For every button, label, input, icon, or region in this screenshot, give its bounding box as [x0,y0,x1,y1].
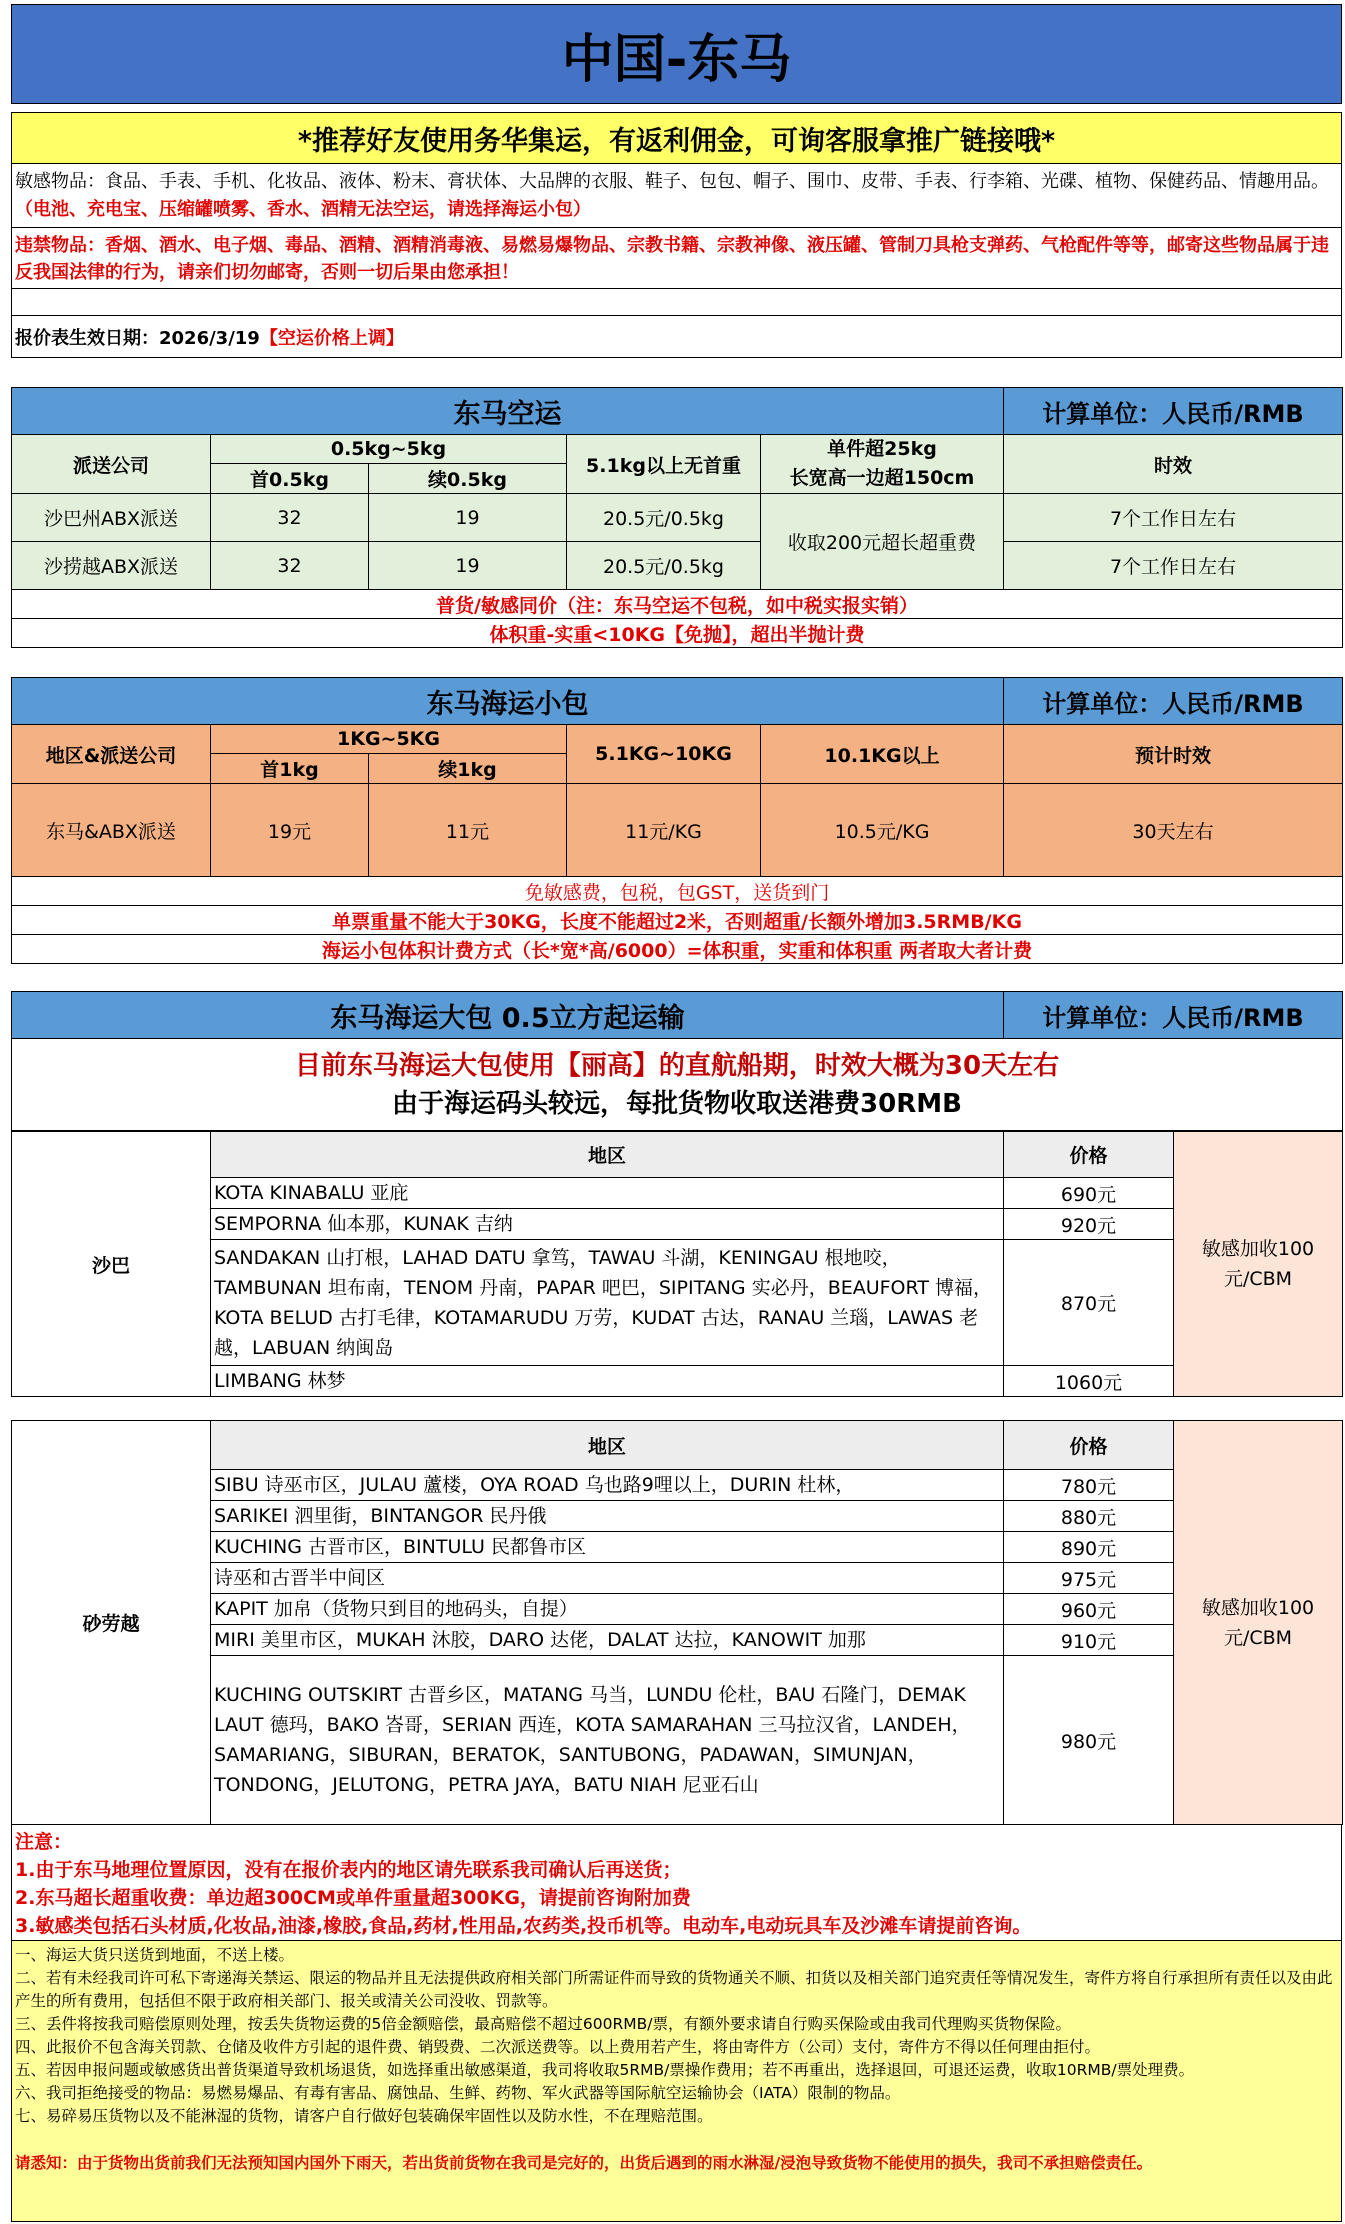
cell-region: KOTA KINABALU 亚庇 [211,1178,1004,1209]
cell-region: KUCHING 古晋市区，BINTULU 民都鲁市区 [211,1532,1004,1563]
cell-price: 960元 [1004,1594,1174,1625]
sensitive-surcharge: 敏感加收100元/CBM [1174,1132,1343,1397]
notice-box [11,1824,1342,1941]
cell-cont: 19 [369,494,567,542]
col-range: 0.5kg~5kg [211,435,567,464]
effective-date-note: 【空运价格上调】 [259,327,404,349]
cell-price: 1060元 [1004,1366,1174,1397]
col-price: 价格 [1004,1421,1174,1470]
col-region: 地区 [211,1421,1004,1470]
col-first: 首0.5kg [211,464,369,494]
notice-item: 1.由于东马地理位置原因，没有在报价表内的地区请先联系我司确认后再送货； [15,1859,682,1881]
table-row [12,1656,1343,1825]
cell-price: 920元 [1004,1209,1174,1240]
notice-title: 注意： [15,1831,73,1853]
sensitive-surcharge: 敏感加收100元/CBM [1174,1421,1343,1825]
table-row [12,784,1343,877]
table-row [12,1209,1343,1240]
region-group-name: 沙巴 [12,1132,211,1397]
term-item: 三、丢件将按我司赔偿原则处理，按丢失货物运费的5倍金额赔偿，最高赔偿不超过600RMB/票，有额外要求请自行购买保险或由我司代理购买货物保险。 [15,2015,1071,2033]
sea-small-note: 单票重量不能大于30KG，长度不能超过2米，否则超重/长额外增加3.5RMB/KG [12,906,1343,935]
effective-date-label: 报价表生效日期：2026/3/19 [15,327,260,349]
cell-mid: 11元/KG [567,784,761,877]
region-group-name: 砂劳越 [12,1421,211,1825]
col-over5: 5.1kg以上无首重 [567,435,761,494]
cell-region: KUCHING OUTSKIRT 古晋乡区，MATANG 马当，LUNDU 伦杜，BAU 石隆门，DEMAK LAUT 德玛，BAKO 峇哥，SERIAN 西连，KOTA SAMARAHAN 三马拉汉省，LANDEH，SAMARIANG，SIBURAN，BERATOK，SANTUBONG，PADAWAN，SIMUNJAN，TONDONG，JELUTONG，PETRA JAYA，BATU NIAH 尼亚石山 [211,1656,1004,1825]
air-unit: 计算单位：人民币/RMB [1004,388,1343,435]
col-cont: 续1kg [369,754,567,784]
term-item: 四、此报价不包含海关罚款、仓储及收件方引起的退件费、销毁费、二次派送费等。以上费用若产生，将由寄件方（公司）支付，寄件方不得以任何理由拒付。 [15,2038,1101,2056]
sea-small-title: 东马海运小包 [12,678,1004,725]
col-mid: 5.1KG~10KG [567,725,761,784]
rain-warning: 请悉知：由于货物出货前我们无法预知国内国外下雨天，若出货前货物在我司是完好的，出货后遇到的雨水淋湿/浸泡导致货物不能使用的损失，我司不承担赔偿责任。 [15,2154,1153,2172]
cell-first: 32 [211,542,369,590]
empty-row [11,288,1342,316]
col-over10: 10.1KG以上 [761,725,1004,784]
cell-first: 19元 [211,784,369,877]
page-title-bar [11,4,1342,104]
sea-small-note: 海运小包体积计费方式（长*宽*高/6000）=体积重，实重和体积重 两者取大者计费 [12,935,1343,964]
sea-big-schedule: 目前东马海运大包使用【丽高】的直航船期，时效大概为30天左右 [294,1050,1060,1081]
col-region: 地区 [211,1132,1004,1178]
cell-company: 东马&ABX派送 [12,784,211,877]
table-row [12,1470,1343,1501]
sarawak-table [11,1420,1343,1825]
sea-small-note: 免敏感费，包税，包GST，送货到门 [12,877,1343,906]
cell-price: 870元 [1004,1240,1174,1366]
promo-bar [11,112,1342,164]
cell-oversize-fee: 收取200元超长超重费 [761,494,1004,590]
air-title: 东马空运 [12,388,1004,435]
page-title: 中国-东马 [561,29,792,90]
cell-region: KAPIT 加帛（货物只到目的地码头，自提） [211,1594,1004,1625]
col-first: 首1kg [211,754,369,784]
sea-big-port-fee: 由于海运码头较远，每批货物收取送港费30RMB [392,1088,962,1119]
table-row [12,1563,1343,1594]
col-oversize: 单件超25kg 长宽高一边超150cm [761,435,1004,494]
cell-price: 890元 [1004,1532,1174,1563]
cell-price: 880元 [1004,1501,1174,1532]
table-row [12,1625,1343,1656]
sea-small-section [11,677,1342,964]
notice-item: 3.敏感类包括石头材质,化妆品,油漆,橡胶,食品,药材,性用品,农药类,投币机等。电动车,电动玩具车及沙滩车请提前咨询。 [15,1915,1032,1937]
table-row [12,1532,1343,1563]
cell-price: 780元 [1004,1470,1174,1501]
cell-company: 沙巴州ABX派送 [12,494,211,542]
table-row [12,1366,1343,1397]
cell-time: 7个工作日左右 [1004,494,1343,542]
sensitive-note: （电池、充电宝、压缩罐喷雾、香水、酒精无法空运，请选择海运小包） [15,199,591,220]
cell-price: 910元 [1004,1625,1174,1656]
cell-price: 980元 [1004,1656,1174,1825]
effective-date [11,315,1342,358]
cell-price: 690元 [1004,1178,1174,1209]
sensitive-text: 敏感物品：食品、手表、手机、化妆品、液体、粉末、膏状体、大品牌的衣服、鞋子、包包、帽子、围巾、皮带、手表、行李箱、光碟、植物、保健药品、情趣用品。 [15,171,1329,192]
term-item: 七、易碎易压货物以及不能淋湿的货物，请客户自行做好包装确保牢固性以及防水性，不在理赔范围。 [15,2107,713,2125]
cell-company: 沙捞越ABX派送 [12,542,211,590]
cell-region: SARIKEI 泗里街，BINTANGOR 民丹俄 [211,1501,1004,1532]
air-section [11,387,1342,648]
cell-region: MIRI 美里市区，MUKAH 沐胶，DARO 达佬，DALAT 达拉，KANOWIT 加那 [211,1625,1004,1656]
air-note: 体积重-实重<10KG【免抛】，超出半抛计费 [12,619,1343,648]
cell-price: 975元 [1004,1563,1174,1594]
table-row [12,1240,1343,1366]
cell-region: SEMPORNA 仙本那，KUNAK 吉纳 [211,1209,1004,1240]
cell-over10: 10.5元/KG [761,784,1004,877]
notice-item: 2.东马超长超重收费：单边超300CM或单件重量超300KG，请提前咨询附加费 [15,1887,691,1909]
sea-big-section [11,991,1342,1397]
col-price: 价格 [1004,1132,1174,1178]
term-item: 一、海运大货只送货到地面，不送上楼。 [15,1946,295,1964]
cell-region: SIBU 诗巫市区，JULAU 蘆楼，OYA ROAD 乌也路9哩以上，DURIN 杜林， [211,1470,1004,1501]
air-note: 普货/敏感同价（注：东马空运不包税，如中税实报实销） [12,590,1343,619]
col-company: 派送公司 [12,435,211,494]
sensitive-items [11,163,1342,228]
cell-cont: 11元 [369,784,567,877]
cell-time: 30天左右 [1004,784,1343,877]
col-time: 时效 [1004,435,1343,494]
table-row [12,1501,1343,1532]
cell-over5: 20.5元/0.5kg [567,494,761,542]
sarawak-section [11,1420,1342,1825]
promo-text: *推荐好友使用务华集运，有返利佣金，可询客服拿推广链接哦* [297,125,1056,157]
sea-big-unit: 计算单位：人民币/RMB [1004,992,1343,1039]
col-cont: 续0.5kg [369,464,567,494]
cell-region: 诗巫和古晋半中间区 [211,1563,1004,1594]
table-row [12,494,1343,542]
sea-big-title: 东马海运大包 0.5立方起运输 [12,992,1004,1039]
table-row [12,1594,1343,1625]
table-row [12,542,1343,590]
cell-time: 7个工作日左右 [1004,542,1343,590]
cell-region: LIMBANG 林梦 [211,1366,1004,1397]
col-company: 地区&派送公司 [12,725,211,784]
prohibited-items: 违禁物品：香烟、酒水、电子烟、毒品、酒精、酒精消毒液、易燃易爆物品、宗教书籍、宗教神像、液压罐、管制刀具枪支弹药、气枪配件等等，邮寄这些物品属于违反我国法律的行为，请亲们切勿邮寄，否则一切后果由您承担！ [11,227,1342,289]
cell-over5: 20.5元/0.5kg [567,542,761,590]
col-range: 1KG~5KG [211,725,567,754]
term-item: 五、若因申报问题或敏感货出普货渠道导致机场退货，如选择重出敏感渠道，我司将收取5RMB/票操作费用；若不再重出，选择退回，可退还运费，收取10RMB/票处理费。 [15,2061,1195,2079]
sabah-table [11,1131,1343,1397]
col-time: 预计时效 [1004,725,1343,784]
terms-box [11,1940,1342,2222]
term-item: 二、若有未经我司许可私下寄递海关禁运、限运的物品并且无法提供政府相关部门所需证件而导致的货物通关不顺、扣货以及相关部门追究责任等情况发生，寄件方将自行承担所有责任以及由此产生的所有费用，包括但不限于政府相关部门、报关或清关公司没收、罚款等。 [15,1969,1333,2010]
term-item: 六、我司拒绝接受的物品：易燃易爆品、有毒有害品、腐蚀品、生鲜、药物、军火武器等国际航空运输协会（IATA）限制的物品。 [15,2084,901,2102]
cell-first: 32 [211,494,369,542]
sea-small-unit: 计算单位：人民币/RMB [1004,678,1343,725]
cell-cont: 19 [369,542,567,590]
cell-region: SANDAKAN 山打根，LAHAD DATU 拿笃，TAWAU 斗湖，KENINGAU 根地咬，TAMBUNAN 坦布南，TENOM 丹南，PAPAR 吧巴，SIPITANG 实必丹，BEAUFORT 博福，KOTA BELUD 古打毛律，KOTAMARUDU 万劳，KUDAT 古达，RANAU 兰瑙，LAWAS 老越，LABUAN 纳闽岛 [211,1240,1004,1366]
table-row [12,1178,1343,1209]
